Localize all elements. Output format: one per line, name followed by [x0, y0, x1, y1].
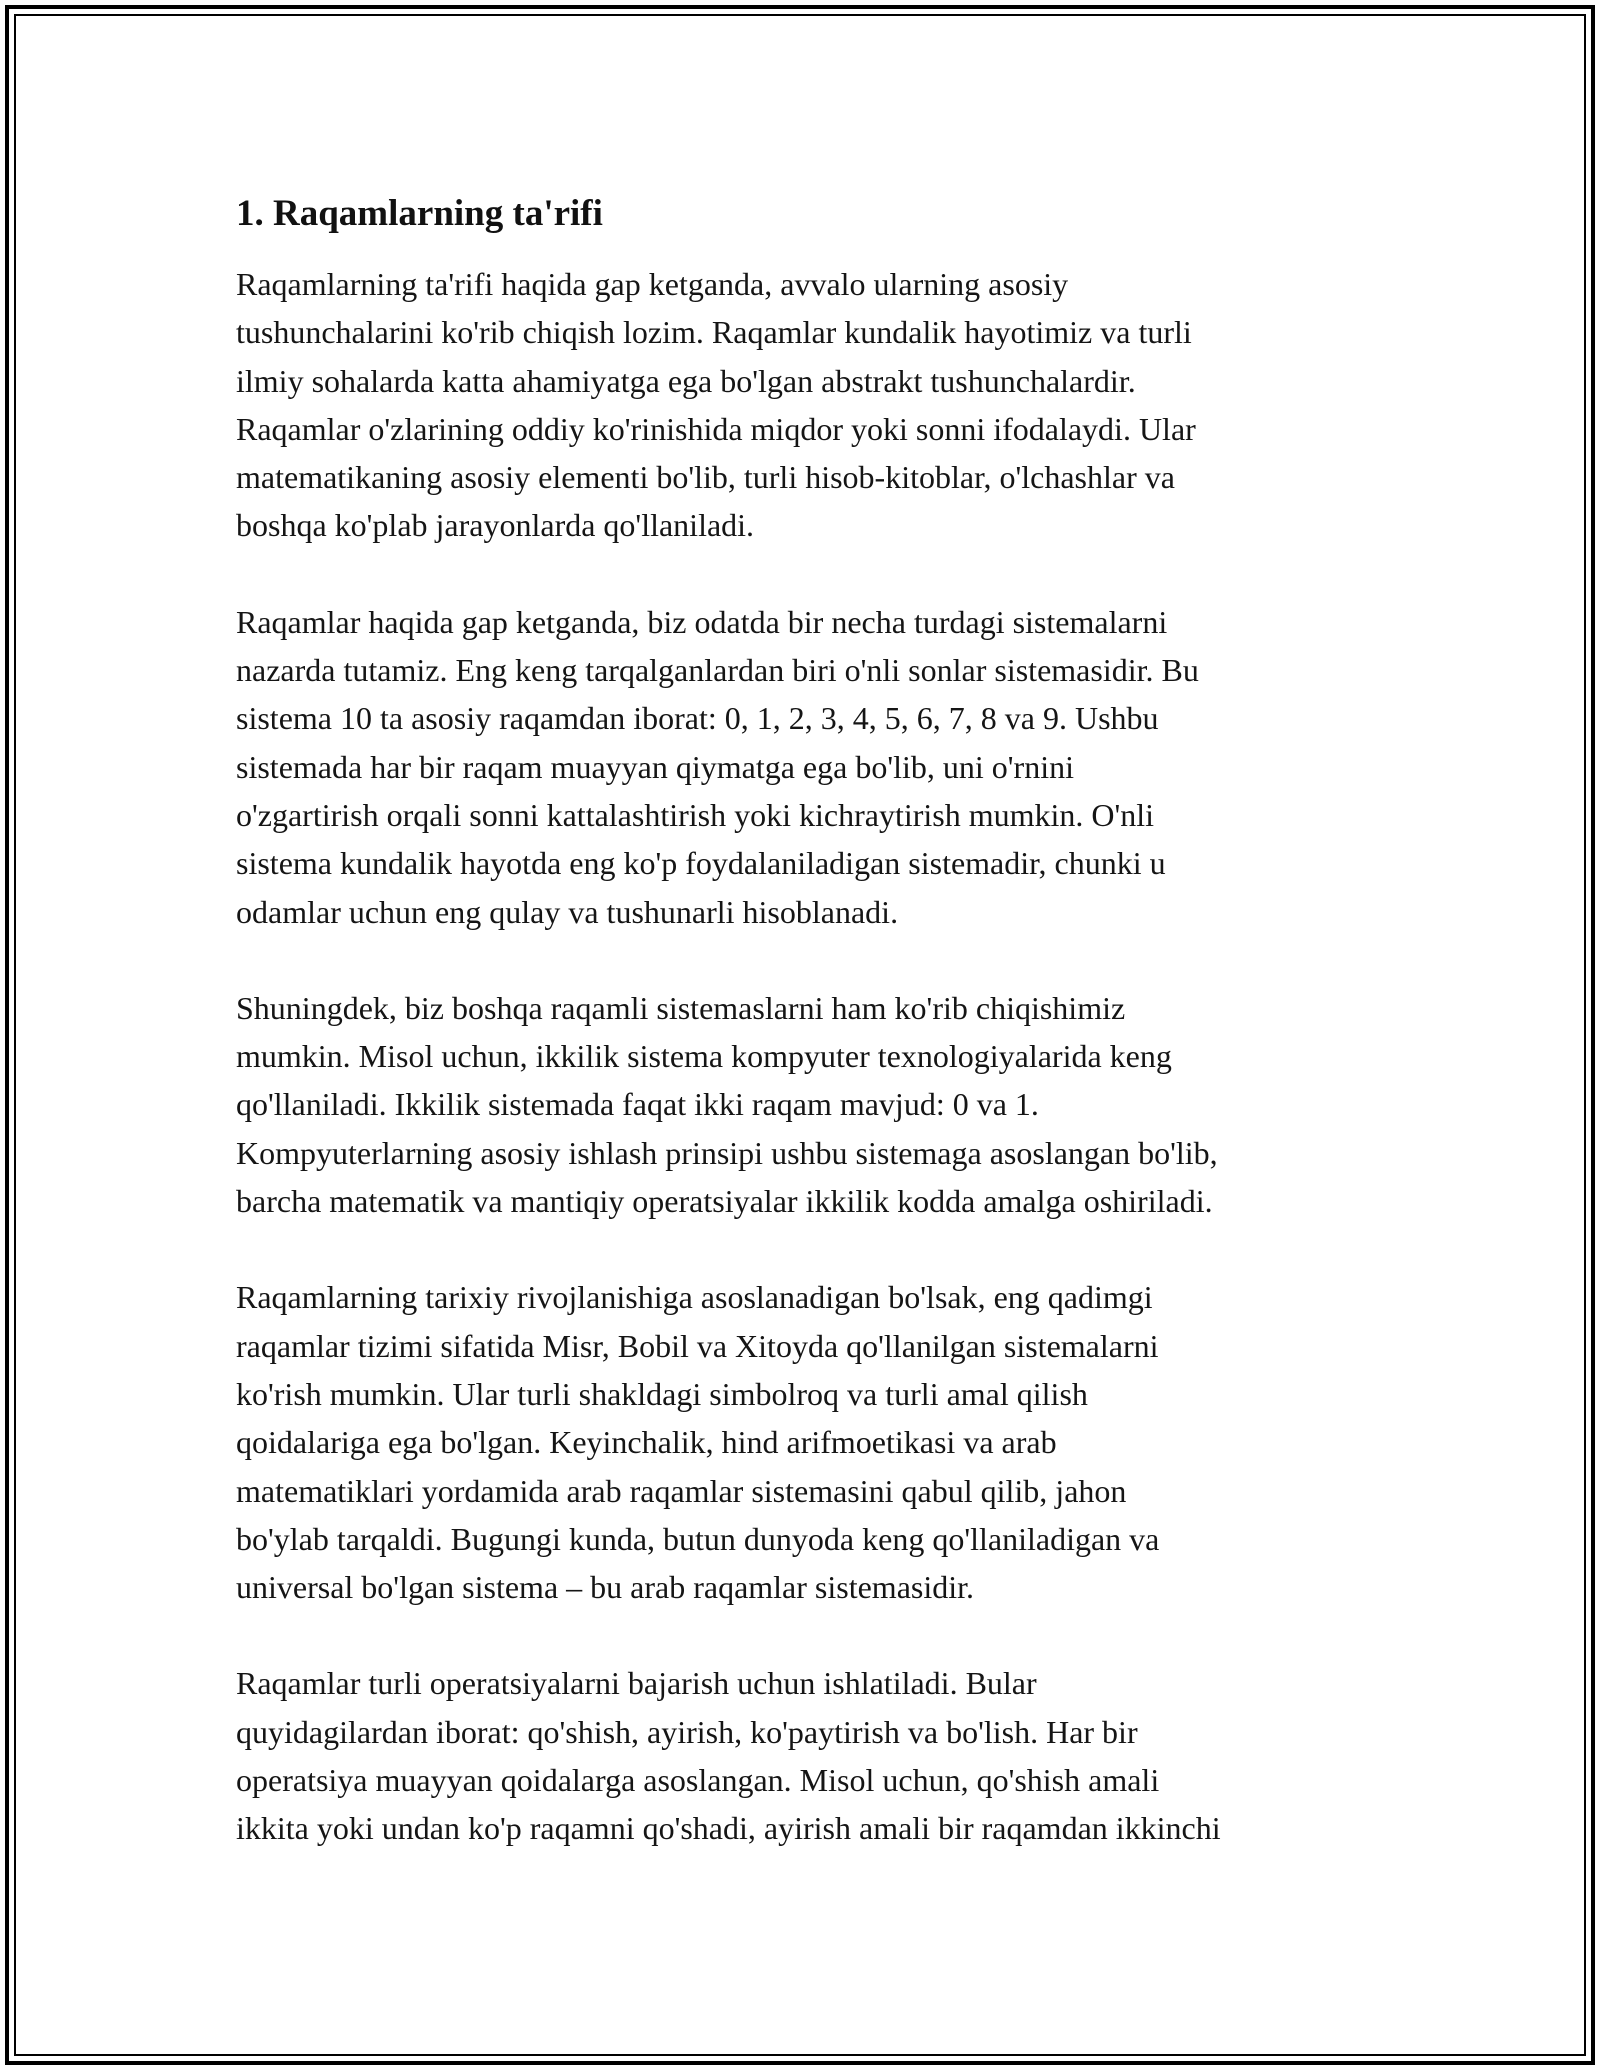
text-line: quyidagilardan iborat: qo'shish, ayirish, ko'paytirish va bo'lish. Har bir	[236, 1713, 1138, 1750]
paragraph-1	[236, 260, 1376, 550]
text-line: ko'rish mumkin. Ular turli shakldagi simbolroq va turli amal qilish	[236, 1375, 1088, 1412]
paragraph-2	[236, 598, 1376, 936]
text-line: ikkita yoki undan ko'p raqamni qo'shadi, ayirish amali bir raqamdan ikkinchi	[236, 1810, 1221, 1847]
text-line: Raqamlar haqida gap ketganda, biz odatda bir necha turdagi sistemalarni	[236, 603, 1168, 640]
paragraph-3	[236, 984, 1376, 1225]
text-line: barcha matematik va mantiqiy operatsiyalar ikkilik kodda amalga oshiriladi.	[236, 1183, 1213, 1220]
text-line: tushunchalarini ko'rib chiqish lozim. Raqamlar kundalik hayotimiz va turli	[236, 314, 1192, 351]
text-line: o'zgartirish orqali sonni kattalashtirish yoki kichraytirish mumkin. O'nli	[236, 796, 1155, 833]
paragraph-5	[236, 1659, 1376, 1852]
document-body	[236, 188, 1376, 1853]
text-line: sistemada har bir raqam muayyan qiymatga ega bo'lib, uni o'rnini	[236, 748, 1074, 785]
text-line: Shuningdek, biz boshqa raqamli sistemaslarni ham ko'rib chiqishimiz	[236, 989, 1126, 1026]
text-line: Raqamlarning tarixiy rivojlanishiga asoslanadigan bo'lsak, eng qadimgi	[236, 1279, 1153, 1316]
paragraph-4	[236, 1273, 1376, 1611]
text-line: bo'ylab tarqaldi. Bugungi kunda, butun dunyoda keng qo'llaniladigan va	[236, 1520, 1160, 1557]
text-line: ilmiy sohalarda katta ahamiyatga ega bo'lgan abstrakt tushunchalardir.	[236, 362, 1136, 399]
text-line: boshqa ko'plab jarayonlarda qo'llaniladi.	[236, 507, 755, 544]
text-line: sistema 10 ta asosiy raqamdan iborat: 0, 1, 2, 3, 4, 5, 6, 7, 8 va 9. Ushbu	[236, 700, 1159, 737]
text-line: Kompyuterlarning asosiy ishlash prinsipi ushbu sistemaga asoslangan bo'lib,	[236, 1134, 1218, 1171]
text-line: odamlar uchun eng qulay va tushunarli hisoblanadi.	[236, 893, 899, 930]
text-line: Raqamlar turli operatsiyalarni bajarish uchun ishlatiladi. Bular	[236, 1665, 1037, 1702]
text-line: raqamlar tizimi sifatida Misr, Bobil va Xitoyda qo'llanilgan sistemalarni	[236, 1327, 1159, 1364]
text-line: qo'llaniladi. Ikkilik sistemada faqat ikki raqam mavjud: 0 va 1.	[236, 1086, 1039, 1123]
text-line: matematikaning asosiy elementi bo'lib, turli hisob-kitoblar, o'lchashlar va	[236, 459, 1175, 496]
text-line: matematiklari yordamida arab raqamlar sistemasini qabul qilib, jahon	[236, 1472, 1127, 1509]
text-line: nazarda tutamiz. Eng keng tarqalganlardan biri o'nli sonlar sistemasidir. Bu	[236, 652, 1199, 689]
text-line: mumkin. Misol uchun, ikkilik sistema kompyuter texnologiyalarida keng	[236, 1038, 1172, 1075]
text-line: Raqamlar o'zlarining oddiy ko'rinishida miqdor yoki sonni ifodalaydi. Ular	[236, 410, 1196, 447]
text-line: Raqamlarning ta'rifi haqida gap ketganda, avvalo ularning asosiy	[236, 266, 1069, 302]
text-line: sistema kundalik hayotda eng ko'p foydalaniladigan sistemadir, chunki u	[236, 845, 1166, 882]
section-heading: 1. Raqamlarning ta'rifi	[236, 193, 603, 234]
text-line: universal bo'lgan sistema – bu arab raqamlar sistemasidir.	[236, 1569, 975, 1606]
text-line: qoidalariga ega bo'lgan. Keyinchalik, hind arifmoetikasi va arab	[236, 1424, 1057, 1461]
text-line: operatsiya muayyan qoidalarga asoslangan. Misol uchun, qo'shish amali	[236, 1762, 1160, 1799]
